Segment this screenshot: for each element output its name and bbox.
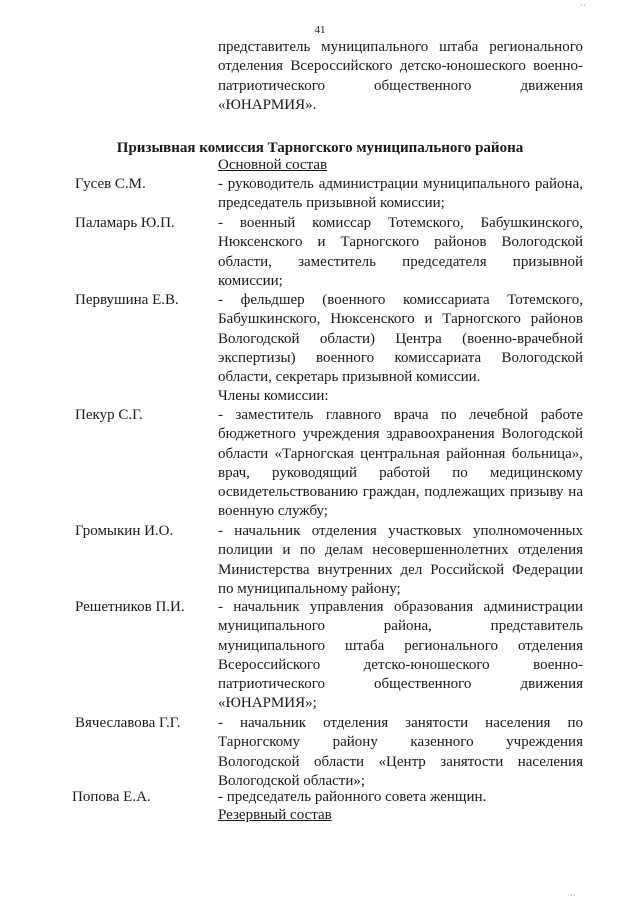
text-line: полиции и по делам несовершеннолетних отделения [218,542,583,559]
text-line: - начальник отделения участковых уполномоченных [218,523,583,539]
member-description [218,598,583,714]
section-main-title: Основной состав [218,157,328,173]
members-label [218,387,583,406]
section-main-label [218,156,583,175]
text-line: муниципального района, представитель [218,618,583,635]
text-line: врач, руководящий работой по медицинскому [218,464,583,481]
section-reserve-label [218,806,583,825]
text-line: - фельдшер (военного комиссариата Тотемского, [218,292,583,308]
member-description [218,714,583,791]
text-line: Вологодской области»; [218,772,366,789]
text-line: Вологодской области «Центр занятости населения [218,753,583,770]
member-name: Гусев С.М. [75,176,146,192]
text-line: - руководитель администрации муниципального района, [218,176,583,192]
text-line: патриотического общественного движения [218,676,583,693]
member-description [218,522,583,599]
top-continuation [218,38,583,115]
corner-mark-bottom: ˌˌ [570,886,576,896]
text-line: - военный комиссар Тотемского, Бабушкинского, [218,215,583,231]
text-line: области «Тарногская центральная районная больница», [218,445,583,462]
text-line: - председатель районного совета женщин. [218,789,487,805]
member-description [218,175,583,214]
member-name: Паламарь Ю.П. [75,215,175,231]
member-description [218,788,583,807]
corner-mark-top: ˌˌ [580,0,586,6]
text-line: Тарногскому району казенного учреждения [218,734,583,751]
member-name: Попова Е.А. [72,789,151,805]
text-line: - начальник отделения занятости населения по [218,715,583,731]
text-line: области, заместитель председателя призывной [218,253,583,270]
text-line: освидетельствованию граждан, подлежащих призыву на [218,484,583,501]
text-line: патриотического общественного движения [218,77,583,94]
members-label-text: Члены комиссии: [218,388,329,404]
member-description [218,291,583,387]
text-line: Нюксенского и Тарногского районов Вологодской [218,234,583,251]
text-line: Всероссийского детско-юношеского военно- [218,656,583,673]
text-line: - заместитель главного врача по лечебной работе [218,407,583,423]
member-name: Громыкин И.О. [75,523,174,539]
commission-heading: Призывная комиссия Тарногского муниципального района [116,140,524,156]
text-line: комиссии; [218,272,283,289]
text-line: Вологодской области) Центра (военно-врачебной [218,330,583,347]
text-line: бюджетного учреждения здравоохранения Вологодской [218,426,583,443]
text-line: Бабушкинского, Нюксенского и Тарногского районов [218,311,583,328]
text-line: представитель муниципального штаба регионального [218,39,583,55]
member-name: Вячеславова Г.Г. [75,715,181,731]
section-reserve-title: Резервный состав [218,807,332,823]
member-name: Решетников П.И. [75,599,185,615]
text-line: отделения Всероссийского детско-юношеского военно- [218,58,583,75]
text-line: Министерства внутренних дел Российской Федерации [218,561,583,578]
text-line: по муниципальному району; [218,580,401,597]
page-number: 41 [314,24,326,36]
member-name: Пекур С.Г. [75,407,143,423]
text-line: председатель призывной комиссии; [218,195,445,212]
text-line: - начальник управления образования администрации [218,599,583,615]
text-line: «ЮНАРМИЯ»; [218,695,317,712]
text-line: военную службу; [218,503,328,520]
text-line: области, секретарь призывной комиссии. [218,369,481,386]
member-description [218,214,583,291]
text-line: муниципального штаба регионального отделения [218,637,583,654]
text-line: «ЮНАРМИЯ». [218,96,317,113]
text-line: экспертизы) военного комиссариата Вологодской [218,349,583,366]
member-description [218,406,583,522]
member-name: Первушина Е.В. [75,292,179,308]
